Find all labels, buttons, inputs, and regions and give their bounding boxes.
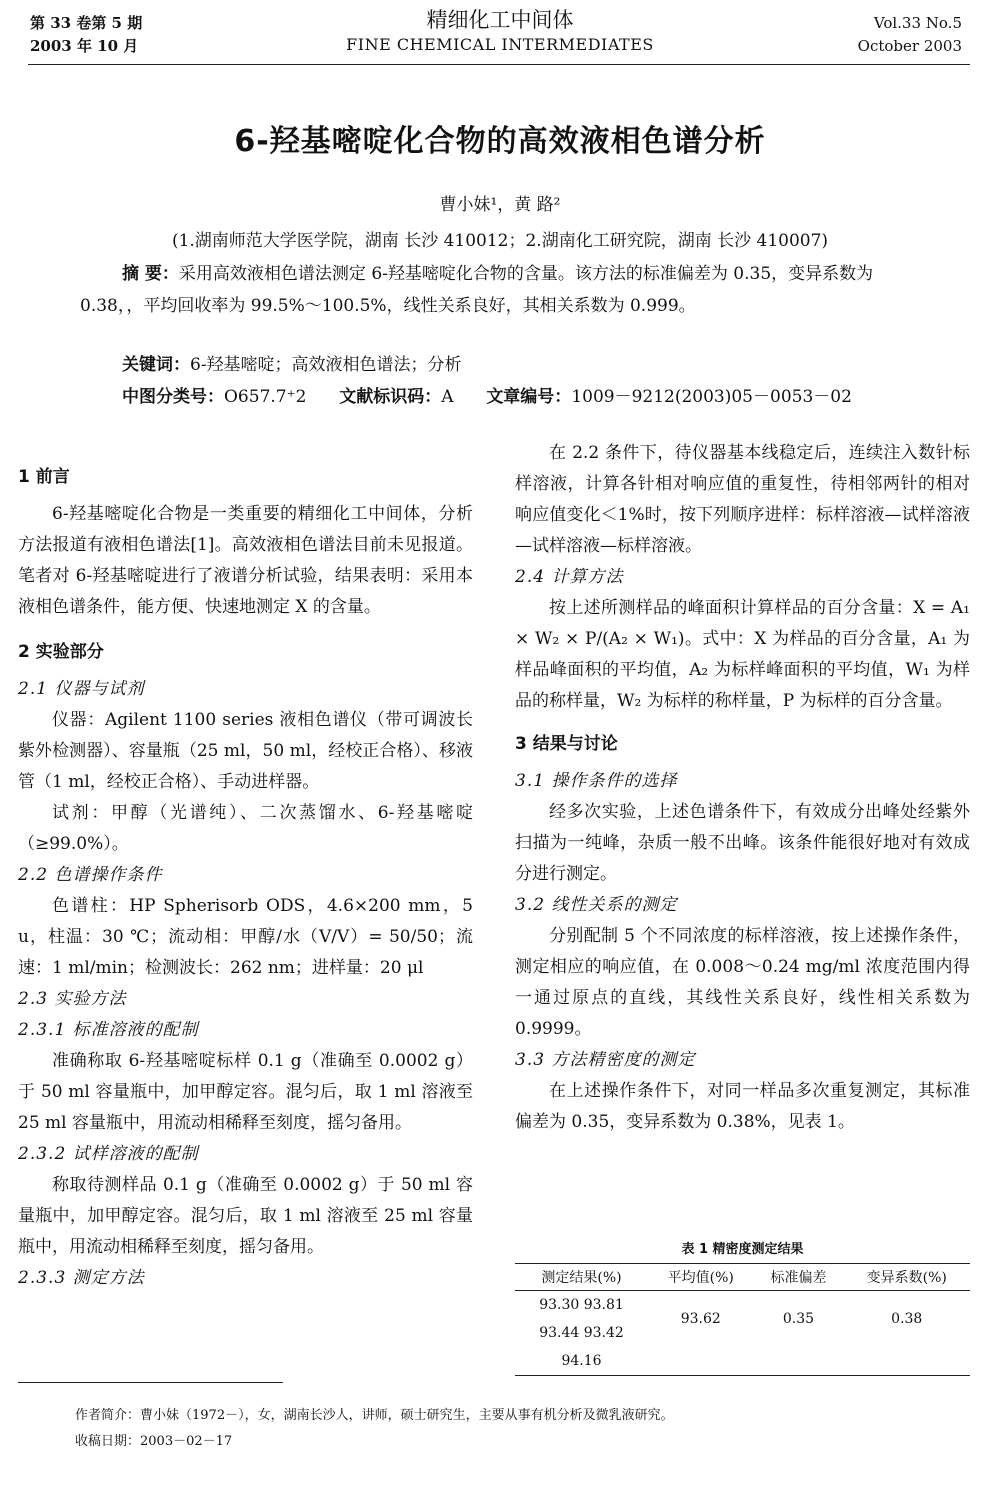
abstract: [80, 258, 910, 322]
journal-name: [300, 6, 700, 56]
section-3-1-text: 经多次实验，上述色谱条件下，有效成分出峰处经紫外扫描为一纯峰，杂质一般不出峰。该条件能很好地对有效成分进行测定。: [515, 802, 970, 884]
article-no-value: 1009－9212(2003)05－0053－02: [571, 387, 852, 407]
abstract-text: 采用高效液相色谱法测定 6-羟基嘧啶化合物的含量。该方法的标准偏差为 0.35，变异系数为 0.38，，平均回收率为 99.5%～100.5%，线性关系良好，其相关系数为 0.999。: [80, 264, 874, 316]
section-3-2-heading: 3.2 线性关系的测定: [515, 895, 678, 915]
left-column: [18, 452, 473, 1294]
paper-title: 6-羟基嘧啶化合物的高效液相色谱分析: [234, 124, 766, 159]
section-2-1-reagents: 试剂：甲醇（光谱纯）、二次蒸馏水、6-羟基嘧啶（≥99.0%）。: [18, 803, 473, 854]
section-2-3-3-text: 在 2.2 条件下，待仪器基本线稳定后，连续注入数针标样溶液，计算各针相对响应值的重复性，待相邻两针的相对响应值变化＜1%时，按下列顺序进样：标样溶液—试样溶液—试样溶液—标样溶液。: [515, 443, 970, 556]
issue-info-en: [858, 12, 962, 58]
right-column: [515, 438, 970, 1138]
volume-en: Vol.33 No.5: [873, 14, 962, 32]
table-header: 平均值(%): [648, 1264, 753, 1291]
clc-label: 中图分类号：: [122, 387, 224, 407]
doc-code-value: A: [441, 387, 454, 407]
date-cn: 2003 年 10 月: [30, 37, 139, 55]
table-cell-cv: 0.38: [891, 1311, 923, 1327]
section-3-1-heading: 3.1 操作条件的选择: [515, 771, 678, 791]
table-row: [515, 1347, 970, 1376]
section-1-text: 6-羟基嘧啶化合物是一类重要的精细化工中间体，分析方法报道有液相色谱法[1]。高效液相色谱法目前未见报道。笔者对 6-羟基嘧啶进行了液谱分析试验，结果表明：采用本液相色谱条件，能方便、快速地测定 X 的含量。: [18, 504, 473, 617]
table-header: 测定结果(%): [515, 1264, 648, 1291]
table-cell: 94.16: [515, 1347, 648, 1376]
section-2-4-heading: 2.4 计算方法: [515, 567, 624, 587]
section-3-heading: 3 结果与讨论: [515, 734, 618, 754]
table-caption: 表 1 精密度测定结果: [681, 1242, 804, 1257]
article-no-label: 文章编号：: [486, 387, 572, 407]
section-2-1-instruments: 仪器：Agilent 1100 series 液相色谱仪（带可调波长紫外检测器）、容量瓶（25 ml，50 ml，经校正合格）、移液管（1 ml，经校正合格）、手动进样器。: [18, 710, 473, 792]
classification: [122, 382, 852, 407]
section-2-3-2-heading: 2.3.2 试样溶液的配制: [18, 1144, 199, 1164]
section-2-2-text: 色谱柱：HP Spherisorb ODS，4.6×200 mm，5 u，柱温：30 ℃；流动相：甲醇/水（V/V）= 50/50；流速：1 ml/min；检测波长：262 nm；进样量：20 μl: [18, 896, 473, 978]
section-1-heading: 1 前言: [18, 467, 70, 487]
clc-value: O657.7⁺2: [224, 387, 307, 407]
table-header: 变异系数(%): [844, 1264, 970, 1291]
section-2-4-text: 按上述所测样品的峰面积计算样品的百分含量：X = A₁ × W₂ × P/(A₂ × W₁)。式中：X 为样品的百分含量，A₁ 为样品峰面积的平均值，A₂ 为标样峰面积的平均值，W₁ 为样品的称样量，W₂ 为标样的称样量，P 为标样的百分含量。: [515, 598, 970, 711]
header-rule: [28, 64, 970, 65]
doc-code-label: 文献标识码：: [339, 387, 442, 407]
abstract-label: 摘 要：: [122, 264, 179, 284]
table-cell-sd: 0.35: [782, 1311, 815, 1327]
section-3-3-text: 在上述操作条件下，对同一样品多次重复测定，其标准偏差为 0.35，变异系数为 0.38%，见表 1。: [515, 1081, 970, 1132]
received-date: 收稿日期：2003－02－17: [75, 1434, 233, 1449]
issue-info-cn: [30, 12, 142, 58]
section-2-3-heading: 2.3 实验方法: [18, 989, 127, 1009]
section-2-3-1-heading: 2.3.1 标准溶液的配制: [18, 1020, 199, 1040]
table-cell: 93.44 93.42: [539, 1325, 624, 1341]
section-3-2-text: 分别配制 5 个不同浓度的标样溶液，按上述操作条件，测定相应的响应值，在 0.008～0.24 mg/ml 浓度范围内得一通过原点的直线，其线性关系良好，线性相关系数为 0.9999。: [515, 926, 970, 1039]
section-2-3-1-text: 准确称取 6-羟基嘧啶标样 0.1 g（准确至 0.0002 g）于 50 ml 容量瓶中，加甲醇定容。混匀后，取 1 ml 溶液至 25 ml 容量瓶中，用流动相稀释至刻度，摇匀备用。: [18, 1051, 473, 1133]
table-header-row: [515, 1264, 970, 1291]
table-row: [515, 1291, 970, 1320]
table-header: 标准偏差: [753, 1264, 843, 1291]
author-bio: 作者简介：曹小妹（1972－），女，湖南长沙人，讲师，硕士研究生，主要从事有机分析及微乳液研究。: [75, 1408, 674, 1423]
keywords-label: 关键词：: [122, 355, 190, 375]
table-cell-mean: 93.62: [680, 1311, 721, 1327]
section-2-1-heading: 2.1 仪器与试剂: [18, 679, 145, 699]
precision-table: [515, 1263, 970, 1376]
table-cell: 93.30 93.81: [539, 1297, 624, 1313]
footnote-rule: [18, 1382, 283, 1383]
journal-name-cn: 精细化工中间体: [426, 8, 574, 32]
keywords-text: 6-羟基嘧啶；高效液相色谱法；分析: [190, 355, 462, 375]
affiliations: (1.湖南师范大学医学院，湖南 长沙 410012；2.湖南化工研究院，湖南 长沙 410007): [171, 231, 829, 251]
authors: 曹小妹¹，黄 路²: [439, 195, 561, 215]
section-2-3-2-text: 称取待测样品 0.1 g（准确至 0.0002 g）于 50 ml 容量瓶中，加甲醇定容。混匀后，取 1 ml 溶液至 25 ml 容量瓶中，用流动相稀释至刻度，摇匀备用。: [18, 1175, 473, 1257]
section-2-3-3-heading: 2.3.3 测定方法: [18, 1268, 145, 1288]
date-en: October 2003: [857, 37, 962, 55]
section-3-3-heading: 3.3 方法精密度的测定: [515, 1050, 696, 1070]
section-2-heading: 2 实验部分: [18, 642, 104, 662]
section-2-2-heading: 2.2 色谱操作条件: [18, 865, 163, 885]
keywords: [122, 350, 462, 375]
journal-name-en: FINE CHEMICAL INTERMEDIATES: [346, 35, 654, 54]
volume-cn: 第 33 卷第 5 期: [30, 14, 143, 32]
